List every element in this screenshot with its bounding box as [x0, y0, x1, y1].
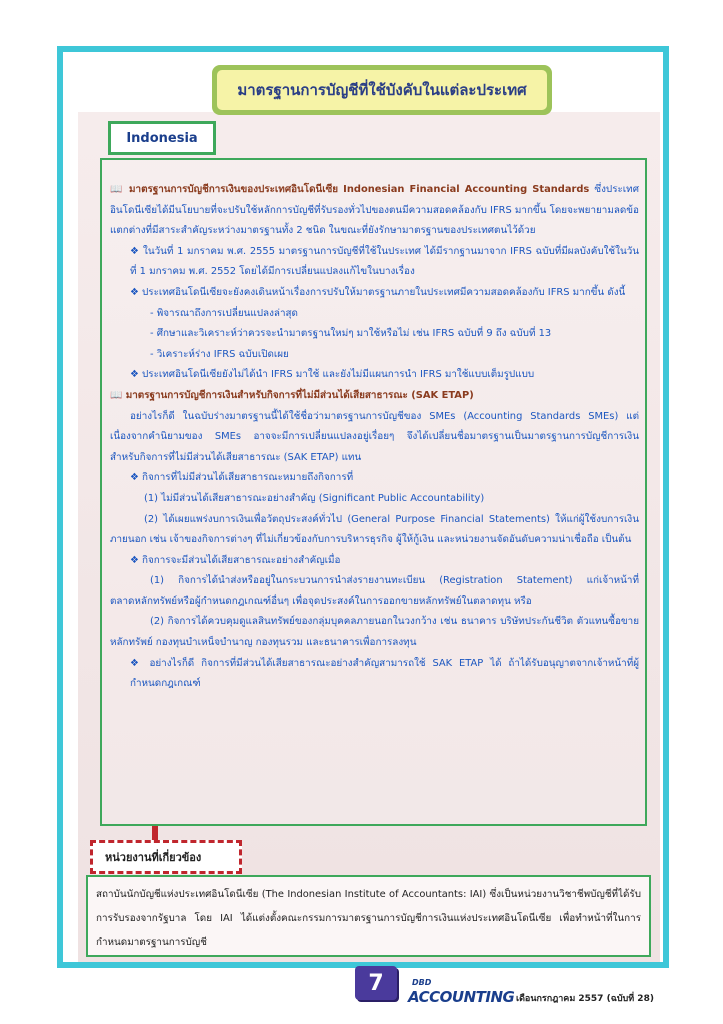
book-icon: 📖: [110, 389, 123, 401]
issue-date: เดือนกรกฎาคม 2557 (ฉบับที่ 28): [516, 994, 654, 1004]
sec2-bullet-2-text: กิจการจะมีส่วนได้เสียสาธารณะอย่างสำคัญเมื่อ: [142, 554, 341, 566]
diamond-bullet-icon: ❖: [130, 472, 139, 484]
sec2-bullet-1: [110, 468, 639, 489]
sec2-bullet-1-text: กิจการที่ไม่มีส่วนได้เสียสาธารณะหมายถึงกิจการที่: [142, 472, 354, 484]
sec1-heading: [110, 180, 639, 242]
related-agency-box: สถาบันนักบัญชีแห่งประเทศอินโดนีเซีย (The Indonesian Institute of Accountants: IAI) ซึ่งเป็นหน่วยงานวิชาชีพบัญชีที่ได้รับการรับรองจากรัฐบาล โดย IAI ได้แต่งตั้งคณะกรรมการมาตรฐานการบัญชีการเงินแห่งประเทศอินโดนีเซีย เพื่อทำหน้าที่ในการกำหนดมาตรฐานการบัญชี: [86, 875, 651, 957]
sec1-bullet-3-text: ประเทศอินโดนีเซียยังไม่ได้นำ IFRS มาใช้ และยังไม่มีแผนการนำ IFRS มาใช้แบบเต็มรูปแบบ: [142, 369, 535, 381]
diamond-bullet-icon: ❖: [130, 286, 139, 298]
page-number: 7: [355, 966, 397, 1000]
sec1-bullet-1: [110, 242, 639, 283]
book-icon: 📖: [110, 184, 124, 195]
sec2-heading-text: มาตรฐานการบัญชีการเงินสำหรับกิจการที่ไม่มีส่วนได้เสียสาธารณะ (SAK ETAP): [125, 389, 474, 401]
sec2-bullet-2-item-1: (1) กิจการได้นำส่งหรืออยู่ในกระบวนการนำส่งรายงานทะเบียน (Registration Statement) แก่เจ้าหน้าที่ตลาดหลักทรัพย์หรือผู้กำหนดกฎเกณฑ์อื่นๆ เพื่อจุดประสงค์ในการออกขายหลักทรัพย์ในตลาดทุน หรือ: [110, 575, 639, 607]
diamond-bullet-icon: ❖: [130, 369, 139, 381]
sec2-bullet-1-item-1: (1) ไม่มีส่วนได้เสียสาธารณะอย่างสำคัญ (Significant Public Accountability): [144, 492, 485, 504]
sec2-bullet-2-item-2: (2) กิจการได้ควบคุมดูแลสินทรัพย์ของกลุ่มบุคคลภายนอกในวงกว้าง เช่น ธนาคาร บริษัทประกันชีวิต ตัวแทนซื้อขายหลักทรัพย์ กองทุนบำเหน็จบำนาญ กองทุนรวม และธนาคารเพื่อการลงทุน: [110, 616, 639, 649]
sec1-bullet-2: [110, 283, 639, 304]
sec1-bullet-2-text: ประเทศอินโดนีเซียจะยังคงเดินหน้าเรื่องการปรับให้มาตรฐานภายในประเทศมีความสอดคล้องกับ IFRS มากขึ้น ดังนี้: [142, 286, 626, 298]
sec1-heading-text: มาตรฐานการบัญชีการเงินของประเทศอินโดนีเซีย Indonesian Financial Accounting Standards: [129, 184, 590, 195]
brand-logo: ACCOUNTING: [408, 988, 515, 1006]
sec2-intro: อย่างไรก็ดี ในฉบับร่างมาตรฐานนี้ได้ใช้ชื่อว่ามาตรฐานการบัญชีของ SMEs (Accounting Standards SMEs) แต่เนื่องจากคำนิยามของ SMEs อาจจะมีการเปลี่ยนแปลงอยู่เรื่อยๆ จึงได้เปลี่ยนชื่อมาตรฐานเป็นมาตรฐานการบัญชีการเงินสำหรับกิจการที่ไม่มีส่วนได้เสียสาธารณะ (SAK ETAP) แทน: [110, 410, 639, 463]
main-content-box: [100, 158, 647, 826]
sec2-bullet-3-text: อย่างไรก็ดี กิจการที่มีส่วนได้เสียสาธารณะอย่างสำคัญสามารถใช้ SAK ETAP ได้ ถ้าได้รับอนุญาตจากเจ้าหน้าที่ผู้กำหนดกฎเกณฑ์: [130, 657, 640, 690]
sec1-dash-2: - ศึกษาและวิเคราะห์ว่าควรจะนำมาตรฐานใหม่ๆ มาใช้หรือไม่ เช่น IFRS ฉบับที่ 9 ถึง ฉบับที่ 13: [150, 328, 552, 340]
sec1-intro: ซึ่งประเทศอินโดนีเซียได้มีนโยบายที่จะปรับใช้หลักการบัญชีที่รับรองทั่วไปของตนมีความสอดคล้องกับ IFRS มากขึ้น โดยจะพยายามลดข้อแตกต่างที่มีสาระสำคัญระหว่างมาตรฐานทั้ง 2 ชนิด ในขณะที่ยังรักษามาตรฐานของประเทศตนไว้ด้วย: [110, 184, 639, 237]
page-title: มาตรฐานการบัญชีที่ใช้บังคับในแต่ละประเทศ: [217, 70, 547, 110]
sec2-bullet-1-item-2: (2) ได้เผยแพร่งบการเงินเพื่อวัตถุประสงค์ทั่วไป (General Purpose Financial Statements) ให้แก่ผู้ใช้งบการเงินภายนอก เช่น เจ้าของกิจการต่างๆ ที่ไม่เกี่ยวข้องกับการบริหารธุรกิจ ผู้ให้กู้เงิน และหน่วยงานจัดอันดับความน่าเชื่อถือ เป็นต้น: [110, 513, 639, 546]
country-tag: Indonesia: [108, 121, 216, 155]
sec2-heading: [110, 386, 639, 407]
sec1-dash-1: - พิจารณาถึงการเปลี่ยนแปลงล่าสุด: [150, 307, 298, 319]
diamond-bullet-icon: ❖: [130, 657, 143, 669]
sec1-dash-3: - วิเคราะห์ร่าง IFRS ฉบับเปิดเผย: [150, 348, 289, 360]
diamond-bullet-icon: ❖: [130, 245, 140, 257]
sec1-bullet-1-text: ในวันที่ 1 มกราคม พ.ศ. 2555 มาตรฐานการบัญชีที่ใช้ในประเทศ ได้มีรากฐานมาจาก IFRS ฉบับที่มีผลบังคับใช้ในวันที่ 1 มกราคม พ.ศ. 2552 โดยได้มีการเปลี่ยนแปลงแก้ไขในบางเรื่อง: [130, 245, 639, 278]
title-banner: [212, 65, 552, 115]
diamond-bullet-icon: ❖: [130, 554, 139, 566]
sec2-bullet-3: [110, 654, 639, 695]
sec1-bullet-3: [110, 365, 639, 386]
sec2-bullet-2: [110, 551, 639, 572]
related-agency-tag: หน่วยงานที่เกี่ยวข้อง: [90, 840, 242, 874]
connector-line: [152, 826, 158, 840]
brand-logo-sup: DBD: [412, 978, 432, 987]
